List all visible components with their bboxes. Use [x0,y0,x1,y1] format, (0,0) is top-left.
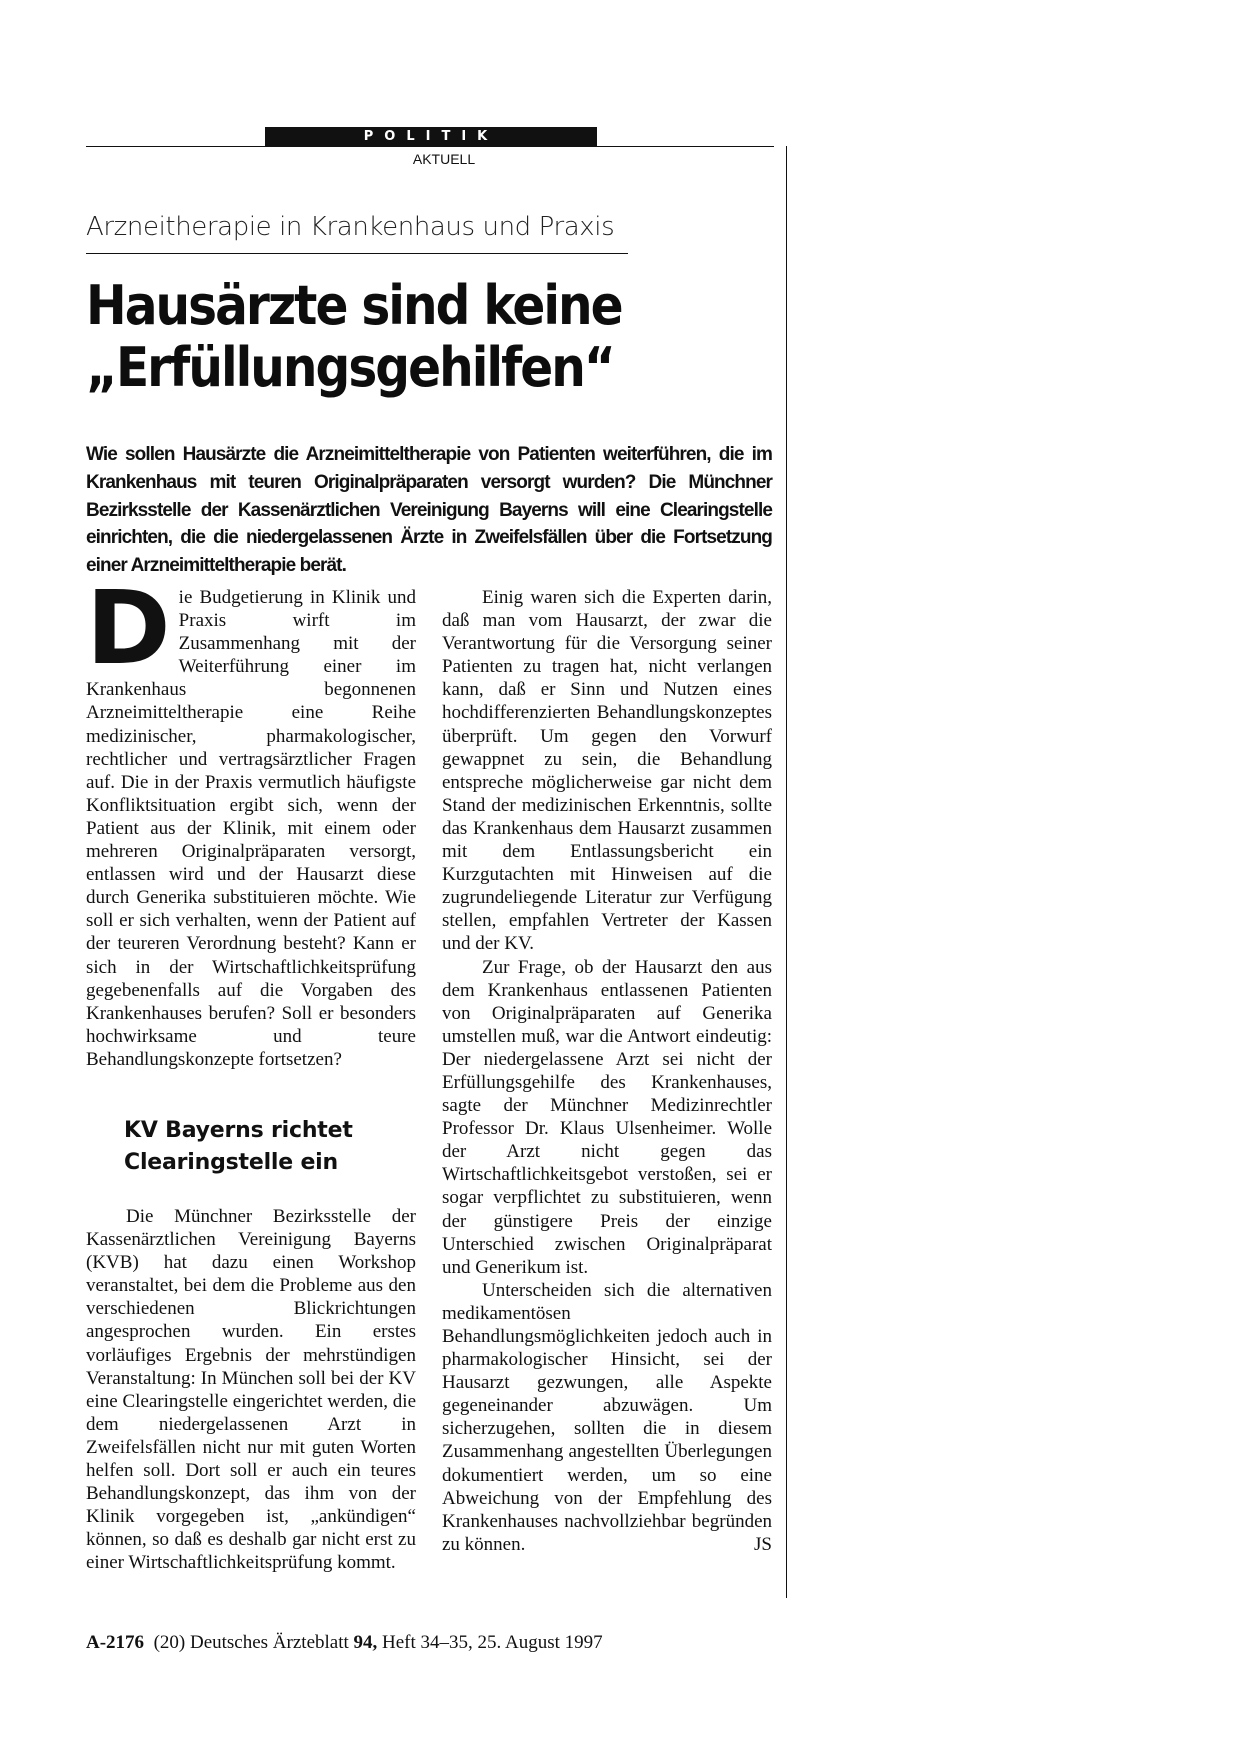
subheading-line-2: Clearingstelle ein [124,1149,338,1175]
paragraph-text: ie Budgetierung in Klinik und Praxis wirft im Zusammenhang mit der Weiterführung einer im Krankenhaus begonnenen Arzneimitteltherapie eine Reihe medizinischer, pharmakologischer, rechtlicher und vertragsärztlicher Fragen auf. Die in der Praxis vermutlich häufigste Konfliktsituation ergibt sich, wenn der Patient aus der Klinik, mit einem oder mehreren Originalpräparaten versorgt, entlassen wird und der Hausarzt diese durch Generika substituieren möchte. Wie soll er sich verhalten, wenn der Patient auf der teureren Verordnung besteht? Kann er sich in der Wirtschaftlichkeitsprüfung gegebenenfalls auf die Vorgaben des Krankenhauses berufen? Soll er besonders hochwirksame und teure Behandlungskonzepte fortsetzen? [86,587,416,1070]
paragraph [442,1279,772,1556]
kicker-rule [86,253,628,254]
paragraph [86,569,416,1071]
volume-number: 94, [353,1632,378,1653]
drop-cap: D [86,569,171,688]
subsection-label: AKTUELL [412,151,476,167]
text-column-right [442,586,772,1556]
page-footer [86,1632,603,1654]
paragraph: Einig waren sich die Experten darin, daß man vom Hausarzt, der zwar die Verantwortung für die Versorgung seiner Patienten zu tragen hat, nicht verlangen kann, daß er Sinn und Nutzen eines hochdifferenzierten Behandlungskonzeptes überprüft. Um gegen den Vorwurf gewappnet zu sein, die Behandlung entspreche möglicherweise gar nicht dem Stand der medizinischen Erkenntnis, sollte das Krankenhaus dem Hausarzt zusammen mit dem Entlassungsbericht ein Kurzgutachten mit Hinweisen auf die zugrundeliegende Literatur zur Verfügung stellen, empfahlen Vertreter der Kassen und der KV. [442,587,772,955]
headline-line-2: „Erfüllungsgehilfen“ [86,336,614,399]
journal-name: (20) Deutsches Ärzteblatt [153,1632,349,1653]
article-subheading [124,1115,416,1179]
article-lead: Wie sollen Hausärzte die Arzneimitteltherapie von Patienten weiterführen, die im Krankenhaus mit teuren Originalpräparaten versorgt wurden? Die Münchner Bezirksstelle der Kassenärztlichen Vereinigung Bayerns will eine Clearingstelle einrichten, die die niedergelassenen Ärzte in Zweifelsfällen über die Fortsetzung einer Arzneimitteltherapie berät. [86,444,772,577]
paragraph-text: Unterscheiden sich die alternativen medikamentösen Behandlungsmöglichkeiten jedoch auch in pharmakologischer Hinsicht, sei der Hausarzt gezwungen, alle Aspekte gegeneinander abzuwägen. Um sicherzugehen, sollten die in diesem Zusammenhang angestellten Überlegungen dokumentiert werden, um so eine Abweichung von der Empfehlung des Krankenhauses nachvollziehbar begründen zu können. [442,1279,772,1555]
top-rule [86,146,774,147]
paragraph: Die Münchner Bezirksstelle der Kassenärztlichen Vereinigung Bayerns (KVB) hat dazu einen Workshop veranstaltet, bei dem die Probleme aus den verschiedenen Blickrichtungen angesprochen wurden. Ein erstes vorläufiges Ergebnis der mehrstündigen Veranstaltung: In München soll bei der KV eine Clearingstelle eingerichtet werden, die dem niedergelassenen Arzt in Zweifelsfällen nicht nur mit guten Worten helfen soll. Dort soll er auch ein teures Behandlungskonzept, das ihm von der Klinik vorgegeben ist, „ankündigen“ können, so daß es deshalb gar nicht erst zu einer Wirtschaftlichkeitsprüfung kommt. [86,1205,416,1574]
issue-date: Heft 34–35, 25. August 1997 [382,1632,603,1653]
section-label: POLITIK [265,127,597,147]
article-headline [86,275,698,399]
column-rule [786,146,787,1598]
headline-line-1: Hausärzte sind keine [86,274,622,337]
text-column-left [86,569,416,1574]
page-number: A-2176 [86,1632,145,1653]
subheading-line-1: KV Bayerns richtet [124,1117,353,1143]
article-kicker: Arzneitherapie in Krankenhaus und Praxis [86,212,615,242]
author-initials: JS [754,1533,772,1555]
paragraph: Zur Frage, ob der Hausarzt den aus dem Krankenhaus entlassenen Patienten von Originalpräparaten auf Generika umstellen muß, war die Antwort eindeutig: Der niedergelassene Arzt sei nicht der Erfüllungsgehilfe des Krankenhauses, sagte der Münchner Medizinrechtler Professor Dr. Klaus Ulsenheimer. Wolle der Arzt nicht gegen das Wirtschaftlichkeitsgebot verstoßen, sei er sogar verpflichtet zu substituieren, wenn der günstigere Preis der einzige Unterschied zwischen Originalpräparat und Generikum ist. [442,956,772,1278]
